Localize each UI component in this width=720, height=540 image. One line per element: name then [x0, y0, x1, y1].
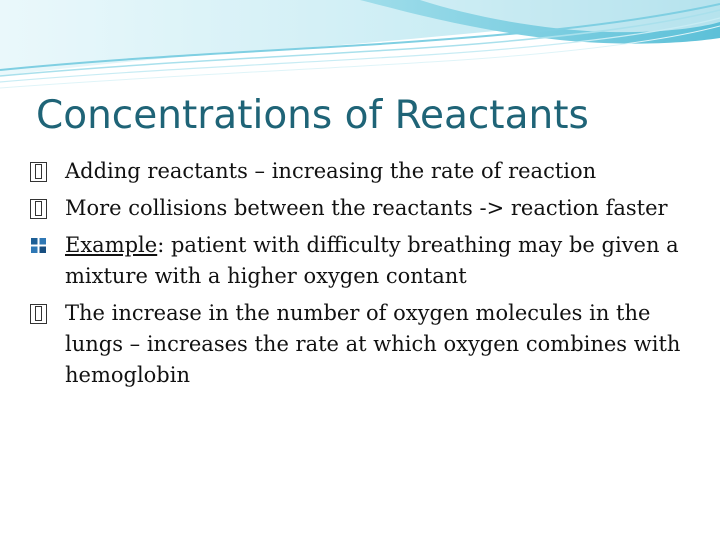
bullet-list: [28, 156, 694, 397]
bullet-item: [28, 156, 694, 187]
box-bullet-icon: [28, 298, 65, 329]
header-wave-decoration: [0, 0, 720, 100]
box-bullet-icon: [28, 193, 65, 224]
bullet-item: [28, 230, 694, 292]
slide-title: Concentrations of Reactants: [36, 93, 589, 138]
bullet-text: The increase in the number of oxygen molecules in the lungs – increases the rate at which oxygen combines with hemoglobin: [65, 301, 681, 387]
bullet-label: Example: [65, 233, 158, 257]
bullet-text: Adding reactants – increasing the rate of reaction: [65, 159, 597, 183]
bullet-item: [28, 193, 694, 224]
bullet-text: : patient with difficulty breathing may be given a mixture with a higher oxygen contant: [65, 233, 679, 288]
diamond-bullet-icon: [28, 230, 65, 261]
bullet-item: [28, 298, 694, 391]
box-bullet-icon: [28, 156, 65, 187]
bullet-text: More collisions between the reactants -> reaction faster: [65, 196, 668, 220]
